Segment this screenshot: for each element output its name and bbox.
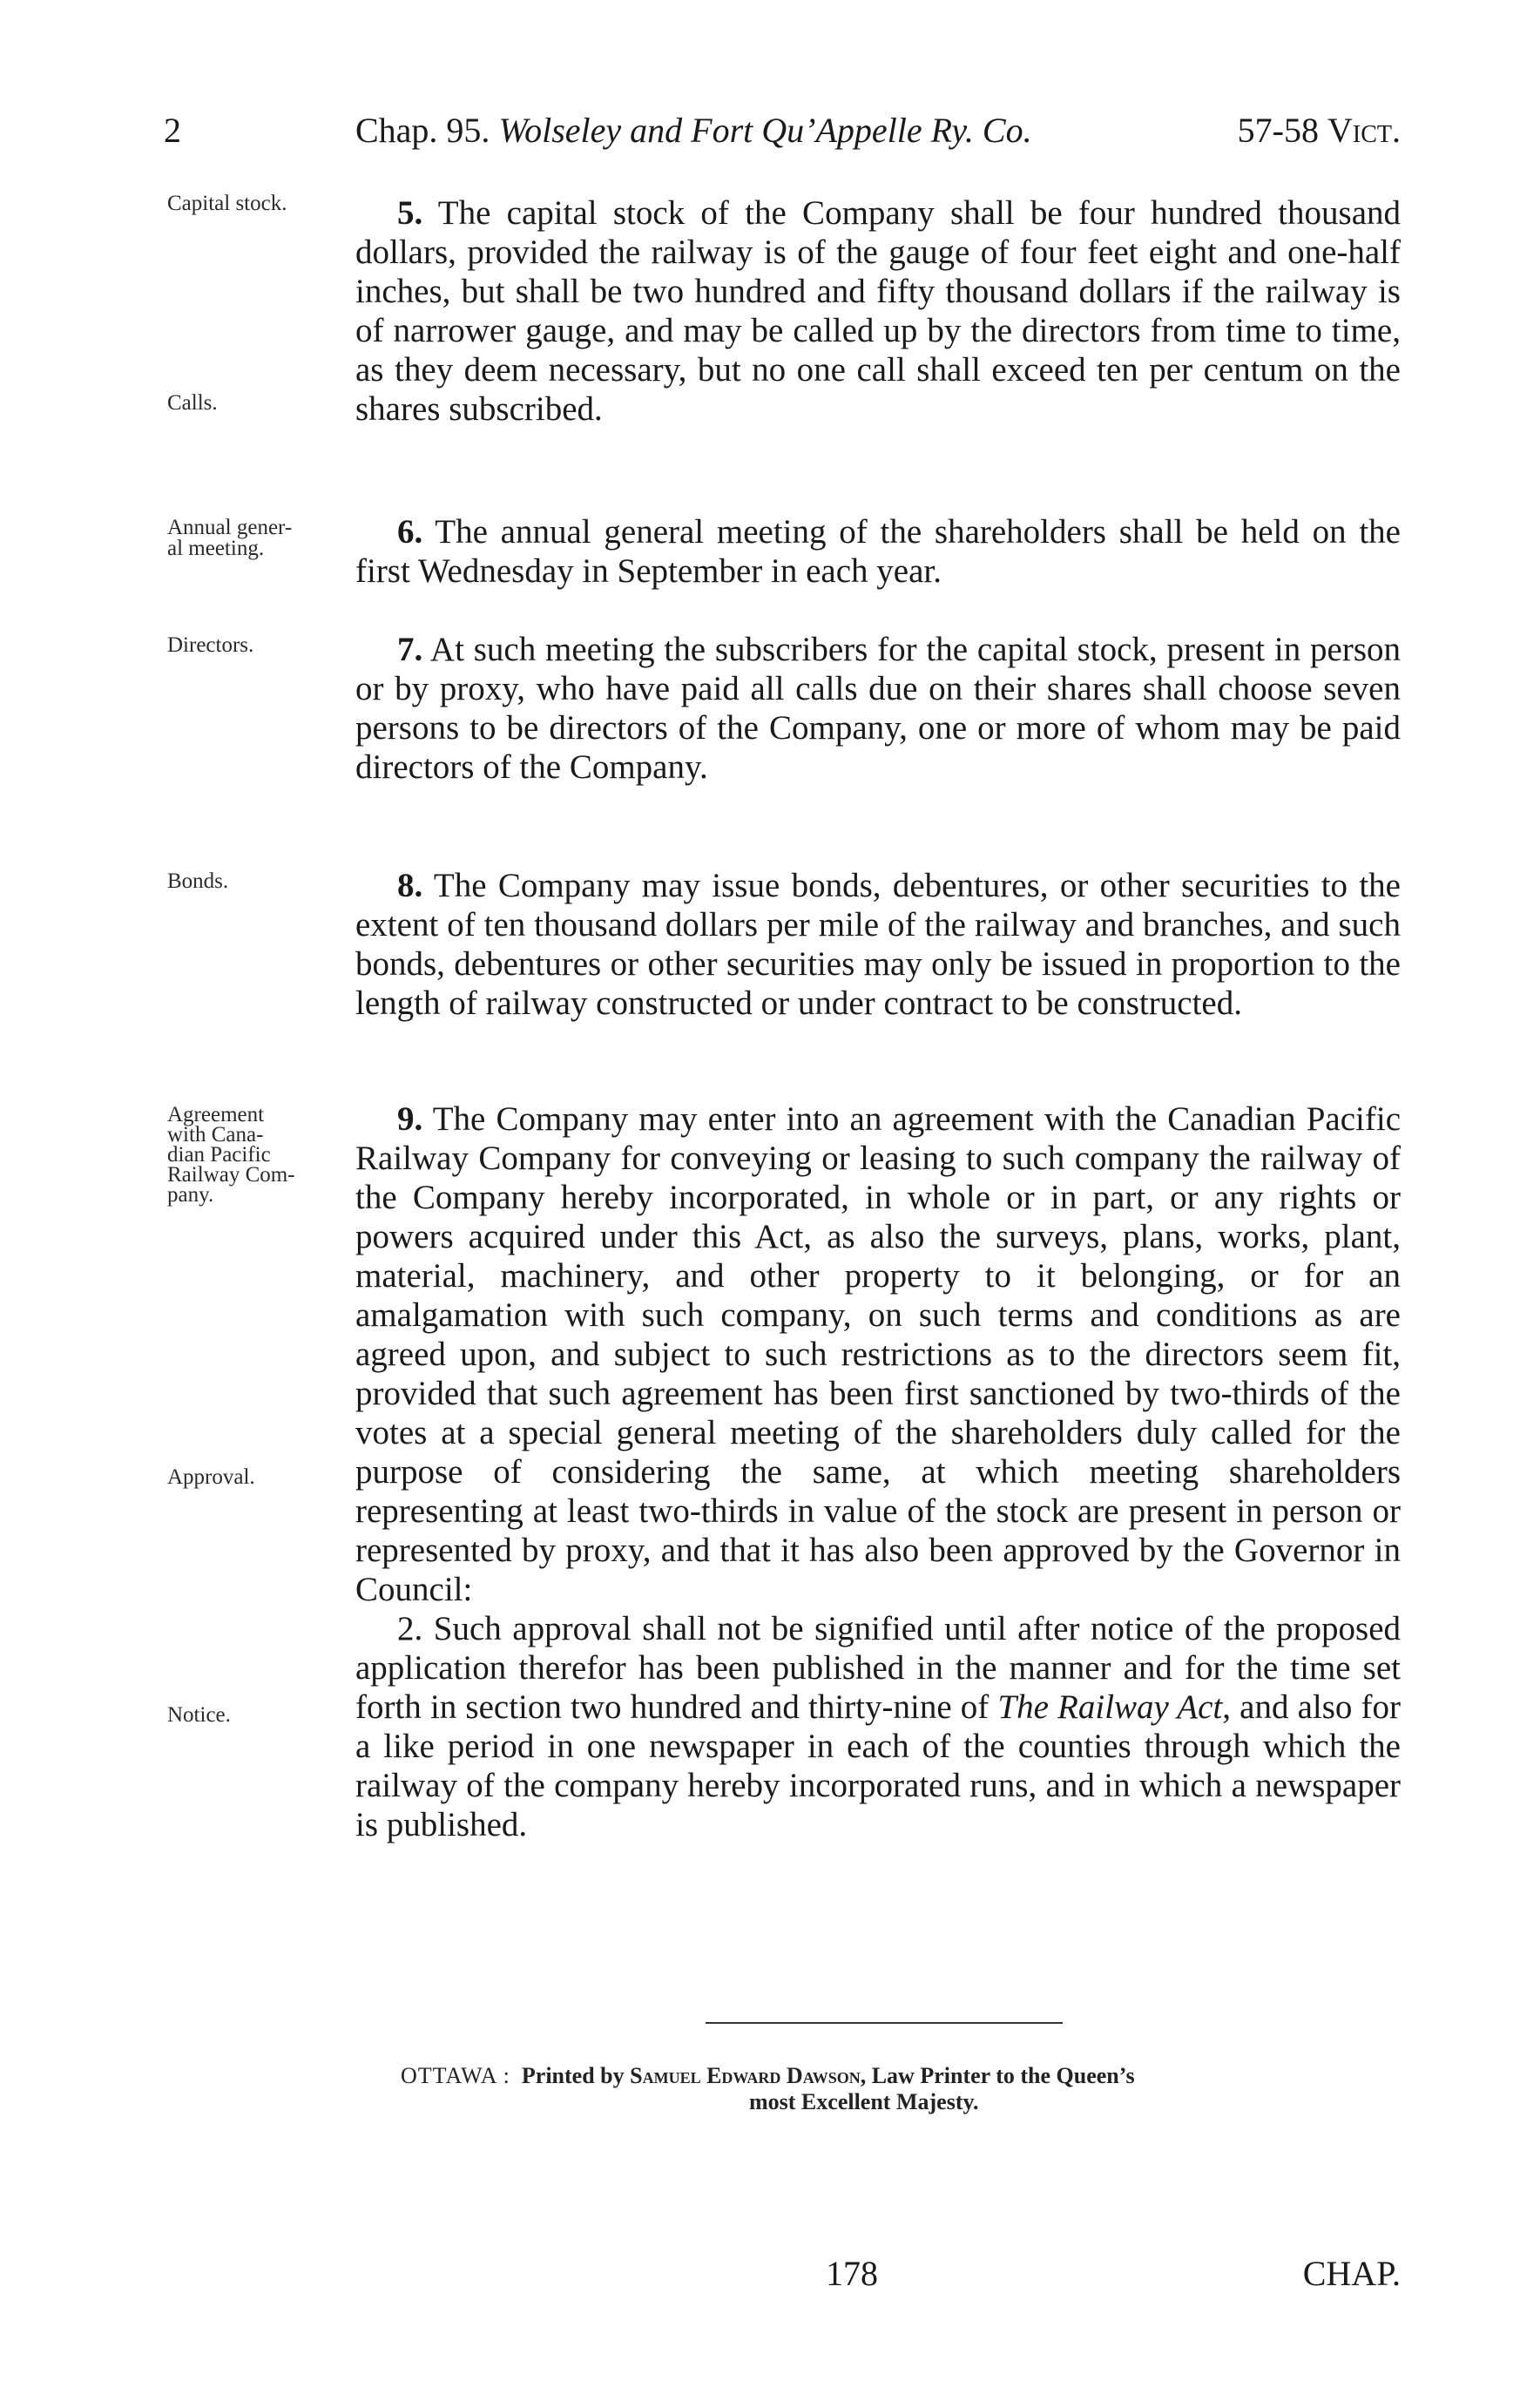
margin-note-notice: Notice.	[167, 1703, 231, 1727]
section-9-text: The Company may enter into an agreement with the Canadian Pacific Railway Company for conveying or leasing to such company the railway of the Company hereby incorporated, in whole or in part, or any rights or powers acquired under this Act, as also the surveys, plans, works, plant, material, machinery, and other property to it belonging, or for an amalgamation with such company, on such terms and conditions as are agreed upon, and subject to such restrictions as to the directors seem fit, provided that such agreement has been first sanctioned by two-thirds of the votes at a special general meeting of the shareholders duly called for the purpose of considering the same, at which meeting shareholders representing at least two-thirds in value of the stock are present in person or represented by proxy, and that it has also been approved by the Governor in Council:	[355, 1100, 1402, 1608]
margin-note-annual-meeting: Annual gener- al meeting.	[167, 516, 293, 560]
section-8	[355, 866, 1401, 1023]
section-5	[355, 193, 1401, 429]
imprint-line-2: most Excellent Majesty.	[749, 2089, 979, 2114]
section-9-number: 9.	[397, 1100, 423, 1138]
chapter-number: Chap. 95.	[355, 111, 490, 150]
section-9-subsection-2: 2. Such approval shall not be signified until after notice of the proposed application therefor has been published in the manner and for the time set forth in section two hundred and thirty-nine of The Railway Act, and also for a like period in one newspaper in each of the counties through which the railway of the company hereby incorporated runs, and in which a newspaper is published.	[355, 1610, 1402, 1843]
section-8-text: The Company may issue bonds, debentures, or other securities to the extent of ten thousand dollars per mile of the railway and branches, and such bonds, debentures or other securities may only be issued in proportion to the length of railway constructed or under contract to be constructed.	[355, 867, 1401, 1022]
margin-note-calls: Calls.	[167, 391, 218, 415]
section-7	[355, 630, 1401, 787]
section-6-text: The annual general meeting of the shareholders shall be held on the first Wednesday in September in each year.	[355, 513, 1401, 590]
act-title: Wolseley and Fort Qu’Appelle Ry. Co.	[498, 111, 1032, 150]
margin-note-approval: Approval.	[167, 1465, 255, 1489]
imprint-place: OTTAWA :	[401, 2063, 510, 2088]
margin-note-directors: Directors.	[167, 633, 254, 657]
margin-note-capital-stock: Capital stock.	[167, 192, 287, 215]
section-5-number: 5.	[397, 194, 423, 232]
regnal-year: 57-58 Vict.	[1237, 111, 1401, 150]
railway-act-title: The Railway Act	[997, 1688, 1223, 1726]
section-9	[355, 1099, 1401, 1844]
printer-name: Samuel Edward Dawson	[630, 2063, 861, 2088]
section-8-number: 8.	[397, 867, 423, 904]
margin-note-agreement: Agreement with Cana- dian Pacific Railway Com- pany.	[167, 1103, 295, 1207]
section-6-number: 6.	[397, 513, 423, 551]
catchword: CHAP.	[1302, 2254, 1401, 2293]
footer-page-number: 178	[826, 2254, 878, 2293]
page-number: 2	[164, 111, 181, 150]
printer-imprint: OTTAWA : Printed by Samuel Edward Dawson, Law Printer to the Queen’s most Excellent Majesty.	[401, 2063, 1394, 2115]
section-6	[355, 512, 1401, 591]
section-7-number: 7.	[397, 631, 423, 668]
section-5-text: The capital stock of the Company shall be four hundred thousand dollars, provided the railway is of the gauge of four feet eight and one-half inches, but shall be two hundred and fifty thousand dollars if the railway is of narrower gauge, and may be called up by the directors from time to time, as they deem necessary, but no one call shall exceed ten per centum on the shares subscribed.	[355, 194, 1402, 428]
section-7-text: At such meeting the subscribers for the capital stock, present in person or by proxy, who have paid all calls due on their shares shall choose seven persons to be directors of the Company, one or more of whom may be paid directors of the Company.	[355, 631, 1401, 786]
running-head	[355, 110, 1401, 151]
margin-note-bonds: Bonds.	[167, 869, 229, 893]
divider-rule	[706, 2022, 1063, 2024]
